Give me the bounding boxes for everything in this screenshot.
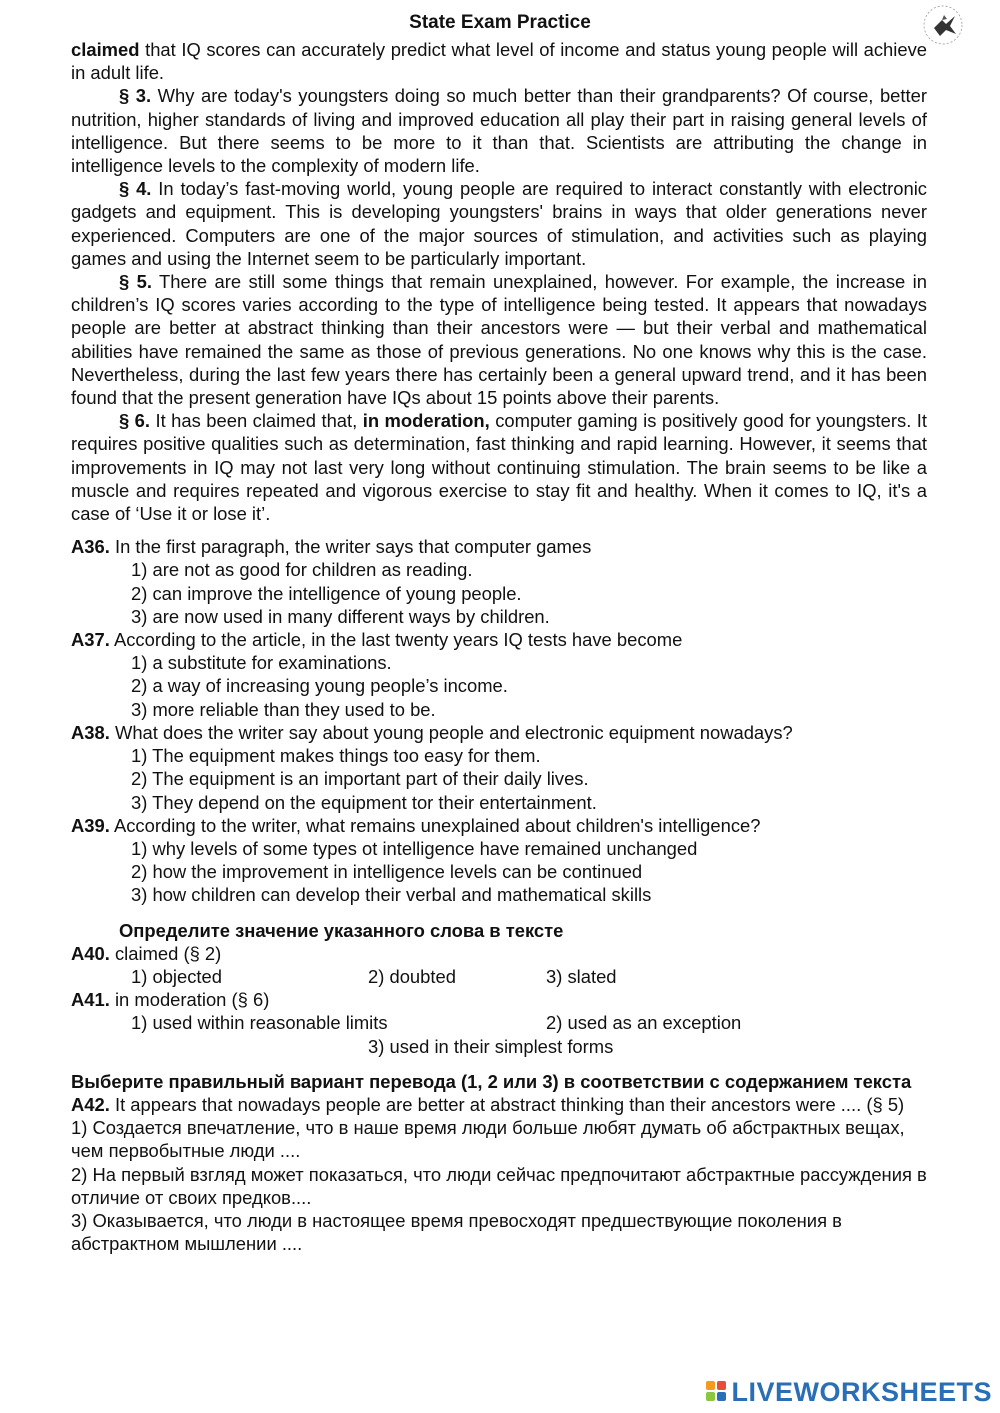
option[interactable]: 2) The equipment is an important part of their daily lives. <box>131 768 589 790</box>
option[interactable]: 1) are not as good for children as reading. <box>131 559 473 581</box>
option[interactable]: 1) objected <box>131 965 222 987</box>
bird-logo-icon <box>922 4 964 46</box>
option[interactable]: 3) more reliable than they used to be. <box>131 698 436 720</box>
paragraph-5: § 5. There are still some things that remain unexplained, however. For example, the increase in children’s IQ scores varies according to the type of intelligence being tested. It appears that nowadays people are better at abstract thinking than their ancestors were — but their verbal and mathematical abilities have remained the same as those of previous generations. No one knows why this is the case. Nevertheless, during the last few years there has certainly been a general upward trend, and it has been found that the present generation have IQs about 15 points above their parents. <box>71 271 927 409</box>
question-a40: A40. claimed (§ 2) 1) objected 2) doubted 3) slated <box>71 942 927 988</box>
question-a41: A41. in moderation (§ 6) 1) used within reasonable limits 2) used as an exception 3) used in their simplest forms <box>71 988 927 1058</box>
liveworksheets-logo-icon <box>706 1381 728 1405</box>
option[interactable]: 2) doubted <box>368 965 456 987</box>
question-a42: A42. It appears that nowadays people are better at abstract thinking than their ancestors were .... (§ 5) 1) Создается впечатление, что в наше время люди больше любят думать об абстрактных вещах, чем первобытные люди .... 2) На первый взгляд может показаться, что люди сейчас предпочитают абстрактные рассуждения в отличие от своих предков.... 3) Оказывается, что люди в настоящее время превосходят предшествующие поколения в абстрактном мышлении .... <box>71 1093 927 1255</box>
option[interactable]: 1) Создается впечатление, что в наше время люди больше любят думать об абстрактных вещах, чем первобытные люди .... <box>71 1117 905 1162</box>
paragraph-2-end: claimed that IQ scores can accurately predict what level of income and status young people will achieve in adult life. <box>71 39 927 84</box>
option[interactable]: 3) are now used in many different ways by children. <box>131 605 550 627</box>
document-body <box>71 38 927 1255</box>
option[interactable]: 2) how the improvement in intelligence levels can be continued <box>131 861 643 883</box>
option[interactable]: 1) used within reasonable limits <box>131 1012 388 1034</box>
question-a38: A38. What does the writer say about young people and electronic equipment nowadays? 1) The equipment makes things too easy for them. 2) The equipment is an important part of their daily lives. 3) They depend on the equipment tor their entertainment. <box>71 721 927 814</box>
option[interactable]: 2) a way of increasing young people’s income. <box>131 675 508 697</box>
paragraph-4: § 4. In today’s fast-moving world, young people are required to interact constantly with electronic gadgets and equipment. This is developing youngsters' brains in ways that older generations never experienced. Computers are one of the major sources of stimulation, and activities such as playing games and using the Internet seem to be particularly important. <box>71 178 927 269</box>
option[interactable]: 1) a substitute for examinations. <box>131 652 392 674</box>
option[interactable]: 3) how children can develop their verbal and mathematical skills <box>131 884 652 906</box>
option[interactable]: 2) used as an exception <box>546 1012 742 1034</box>
option[interactable]: 3) They depend on the equipment tor their entertainment. <box>131 791 597 813</box>
option[interactable]: 2) can improve the intelligence of young people. <box>131 582 522 604</box>
question-a36: A36. In the first paragraph, the writer says that computer games 1) are not as good for children as reading. 2) can improve the intelligence of young people. 3) are now used in many different ways by children. <box>71 535 927 628</box>
translation-heading: Выберите правильный вариант перевода (1, 2 или 3) в соответствии с содержанием текста <box>71 1070 912 1092</box>
option[interactable]: 1) The equipment makes things too easy for them. <box>131 745 541 767</box>
brand-text: LIVEWORKSHEETS <box>731 1377 992 1408</box>
option[interactable]: 1) why levels of some types ot intelligence have remained unchanged <box>131 837 698 859</box>
word-claimed: claimed <box>71 39 140 60</box>
vocab-heading: Определите значение указанного слова в тексте <box>119 919 564 941</box>
option[interactable]: 3) slated <box>546 965 617 987</box>
option[interactable]: 3) used in their simplest forms <box>368 1035 614 1057</box>
option[interactable]: 2) На первый взгляд может показаться, что люди сейчас предпочитают абстрактные рассуждения в отличие от своих предков.... <box>71 1163 927 1208</box>
option[interactable]: 3) Оказывается, что люди в настоящее время превосходят предшествующие поколения в абстрактном мышлении .... <box>71 1209 842 1255</box>
page-title: State Exam Practice <box>409 12 591 33</box>
paragraph-6: § 6. It has been claimed that, in moderation, computer gaming is positively good for youngsters. It requires positive qualities such as determination, fast thinking and rapid learning. However, it seems that improvements in IQ may not last very long without continuing stimulation. The brain seems to be like a muscle and requires repeated and vigorous exercise to stay fit and healthy. When it comes to IQ, it's a case of ‘Use it or lose it’. <box>71 410 927 525</box>
question-a39: A39. According to the writer, what remains unexplained about children's intelligence? 1) why levels of some types ot intelligence have remained unchanged 2) how the improvement in intelligence levels can be continued 3) how children can develop their verbal and mathematical skills <box>71 814 927 907</box>
liveworksheets-watermark <box>706 1378 992 1408</box>
question-a37: A37. According to the article, in the last twenty years IQ tests have become 1) a substitute for examinations. 2) a way of increasing young people’s income. 3) more reliable than they used to be. <box>71 628 927 721</box>
paragraph-3: § 3. Why are today's youngsters doing so much better than their grandparents? Of course, better nutrition, higher standards of living and improved education all play their part in raising general levels of intelligence. But there seems to be more to it than that. Scientists are attributing the change in intelligence levels to the complexity of modern life. <box>71 85 927 177</box>
